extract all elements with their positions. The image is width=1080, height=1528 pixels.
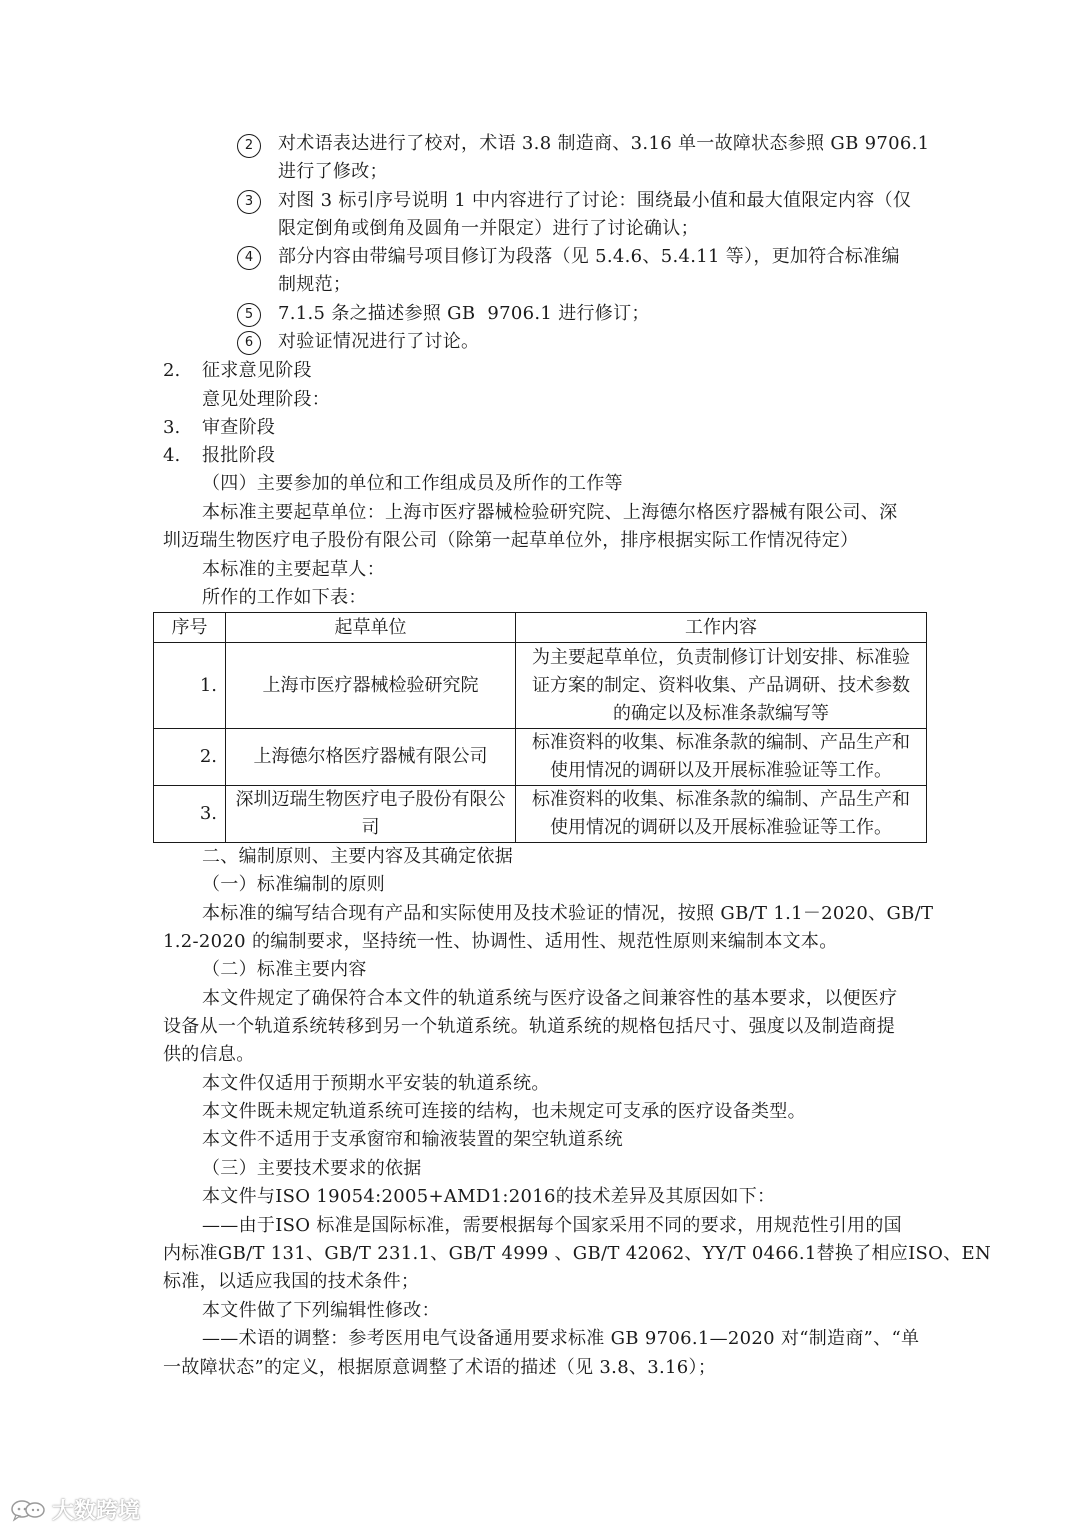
- section-4-para-2: 本标准的主要起草人：: [202, 559, 385, 580]
- row-3-index: 3.: [154, 786, 226, 843]
- row-2-work-line-1: 标准资料的收集、标准条款的编制、产品生产和: [532, 732, 910, 753]
- row-1-work: [516, 643, 927, 729]
- stage-4-number: 4.: [163, 445, 181, 466]
- stage-2-title: 征求意见阶段: [202, 360, 312, 381]
- content-para-line-3: 供的信息。: [163, 1044, 255, 1065]
- content-para-line-1: 本文件规定了确保符合本文件的轨道系统与医疗设备之间兼容性的基本要求，以便医疗: [202, 988, 898, 1009]
- list-item-6-line-1: 对验证情况进行了讨论。: [278, 331, 480, 352]
- table-header-row: [154, 613, 927, 643]
- watermark-text: 大数跨境: [52, 1499, 141, 1524]
- list-item-4-line-1: 部分内容由带编号项目修订为段落（见 5.4.6、5.4.11 等），更加符合标准编: [278, 246, 900, 267]
- work-table: [153, 612, 927, 843]
- watermark: [10, 1494, 140, 1525]
- row-3-work: [516, 786, 927, 843]
- stage-2-subtitle: 意见处理阶段：: [202, 389, 331, 410]
- list-item-5-line-1: 7.1.5 条之描述参照 GB 9706.1 进行修订；: [278, 303, 650, 324]
- circled-number-4: 4: [237, 246, 261, 270]
- list-item-4-line-2: 制规范；: [278, 274, 352, 295]
- row-1-index: 1.: [154, 643, 226, 729]
- row-3-work-line-1: 标准资料的收集、标准条款的编制、产品生产和: [532, 789, 910, 810]
- content-para-line-2: 设备从一个轨道系统转移到另一个轨道系统。轨道系统的规格包括尺寸、强度以及制造商提: [163, 1016, 895, 1037]
- stage-2-number: 2.: [163, 360, 181, 381]
- basis-para-1: 本文件与ISO 19054:2005+AMD1:2016的技术差异及其原因如下：: [202, 1186, 776, 1207]
- basis-para-2-line-1: ——由于ISO 标准是国际标准，需要根据每个国家采用不同的要求，用规范性引用的国: [202, 1215, 902, 1236]
- stage-3-number: 3.: [163, 417, 181, 438]
- table-row: [154, 729, 927, 786]
- scope-para-2: 本文件既未规定轨道系统可连接的结构，也未规定可支承的医疗设备类型。: [202, 1101, 806, 1122]
- basis-para-2-line-2: 内标准GB/T 131、GB/T 231.1、GB/T 4999 、GB/T 42062、YY/T 0466.1替换了相应ISO、EN: [163, 1243, 991, 1264]
- stage-3-title: 审查阶段: [202, 417, 276, 438]
- row-2-organization: 上海德尔格医疗器械有限公司: [226, 729, 516, 786]
- row-2-work: [516, 729, 927, 786]
- list-item-2-line-2: 进行了修改；: [278, 161, 388, 182]
- row-2-index: 2.: [154, 729, 226, 786]
- subsection-2-heading: （二）标准主要内容: [202, 959, 367, 980]
- editorial-para-1: 本文件做了下列编辑性修改：: [202, 1300, 440, 1321]
- row-1-work-line-1: 为主要起草单位，负责制修订计划安排、标准验: [532, 646, 910, 668]
- table-row: [154, 786, 927, 843]
- row-3-work-line-2: 使用情况的调研以及开展标准验证等工作。: [550, 817, 892, 838]
- row-2-work-line-2: 使用情况的调研以及开展标准验证等工作。: [550, 760, 892, 781]
- section-4-heading: （四）主要参加的单位和工作组成员及所作的工作等: [202, 473, 623, 494]
- list-item-2-line-1: 对术语表达进行了校对，术语 3.8 制造商、3.16 单一故障状态参照 GB 9706.1: [278, 133, 930, 154]
- circled-number-3: 3: [237, 190, 261, 214]
- scope-para-3: 本文件不适用于支承窗帘和输液装置的架空轨道系统: [202, 1129, 623, 1150]
- stage-4-title: 报批阶段: [202, 445, 276, 466]
- row-1-work-line-3: 的确定以及标准条款编写等: [613, 702, 829, 724]
- header-organization: 起草单位: [226, 613, 516, 643]
- principle-para-line-1: 本标准的编写结合现有产品和实际使用及技术验证的情况，按照 GB/T 1.1－2020、GB/T: [202, 903, 934, 924]
- list-item-3-line-2: 限定倒角或倒角及圆角一并限定）进行了讨论确认；: [278, 218, 699, 239]
- list-item-3-line-1: 对图 3 标引序号说明 1 中内容进行了讨论：围绕最小值和最大值限定内容（仅: [278, 190, 912, 211]
- circled-number-6: 6: [237, 331, 261, 355]
- editorial-para-2-line-1: ——术语的调整：参考医用电气设备通用要求标准 GB 9706.1—2020 对“制造商”、“单: [202, 1328, 920, 1349]
- circled-number-5: 5: [237, 303, 261, 327]
- chat-bubble-icon: [10, 1498, 46, 1522]
- basis-para-2-line-3: 标准，以适应我国的技术条件；: [163, 1271, 420, 1292]
- subsection-1-heading: （一）标准编制的原则: [202, 874, 385, 895]
- section-4-para-1-line-1: 本标准主要起草单位：上海市医疗器械检验研究院、上海德尔格医疗器械有限公司、深: [202, 502, 898, 523]
- row-3-organization: 深圳迈瑞生物医疗电子股份有限公司: [226, 786, 516, 843]
- header-index: 序号: [154, 613, 226, 643]
- row-1-organization: 上海市医疗器械检验研究院: [226, 643, 516, 729]
- principle-para-line-2: 1.2-2020 的编制要求，坚持统一性、协调性、适用性、规范性原则来编制本文本。: [163, 931, 838, 952]
- section-4-para-1-line-2: 圳迈瑞生物医疗电子股份有限公司（除第一起草单位外，排序根据实际工作情况待定）: [163, 530, 859, 551]
- editorial-para-2-line-2: 一故障状态”的定义，根据原意调整了术语的描述（见 3.8、3.16）；: [163, 1357, 717, 1378]
- circled-number-2: 2: [237, 134, 261, 158]
- row-1-work-line-2: 证方案的制定、资料收集、产品调研、技术参数: [532, 674, 910, 696]
- header-work-content: 工作内容: [516, 613, 927, 643]
- subsection-3-heading: （三）主要技术要求的依据: [202, 1158, 422, 1179]
- section-4-para-3: 所作的工作如下表：: [202, 587, 367, 608]
- section-2-heading: 二、编制原则、主要内容及其确定依据: [202, 846, 514, 867]
- scope-para-1: 本文件仅适用于预期水平安装的轨道系统。: [202, 1073, 550, 1094]
- table-row: [154, 643, 927, 729]
